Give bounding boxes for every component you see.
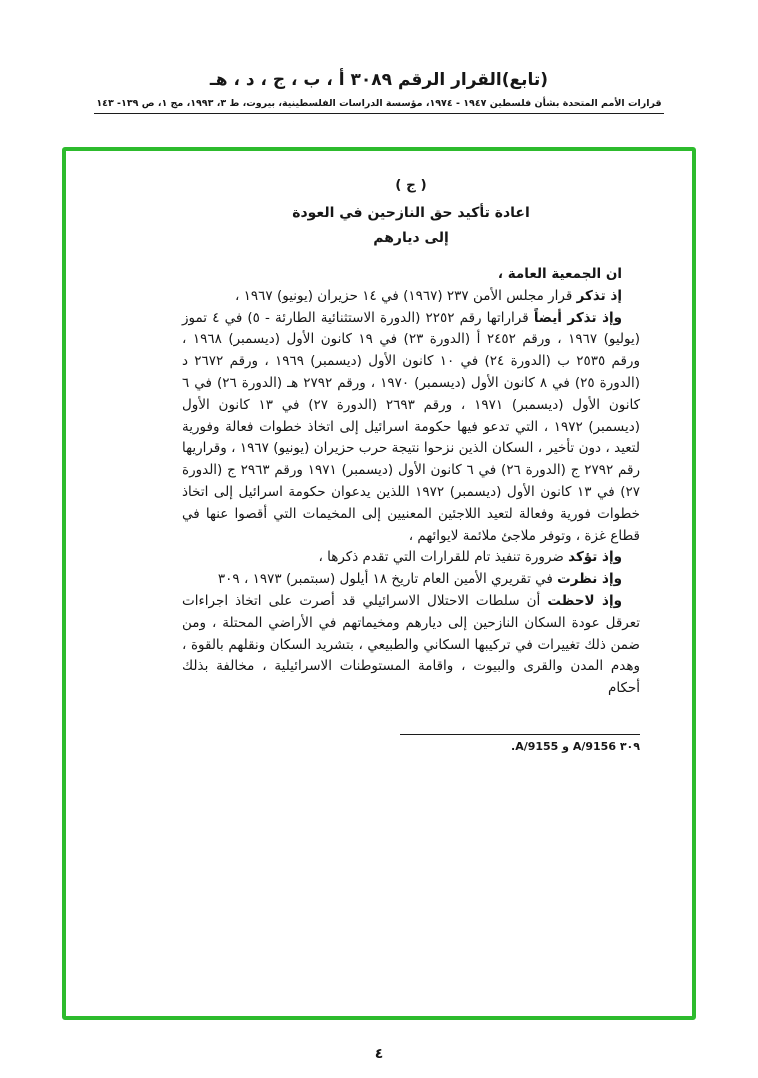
page-number: ٤: [374, 1046, 384, 1062]
paragraph-lead: وإذ تؤكد: [568, 549, 622, 566]
preamble-paragraph: [182, 569, 640, 591]
footnote-text: ٣٠٩ A/9156 و A/9155.: [511, 739, 640, 753]
header-divider: [94, 113, 664, 114]
citation-line: قرارات الأمم المتحدة بشأن فلسطين ١٩٤٧ - ١٩٧٤، مؤسسة الدراسات الفلسطينية، بيروت، ط ٣، ١٩٩٣، مج ١، ص ١٣٩- ١٤٣: [96, 98, 662, 109]
preamble-paragraph: [182, 547, 640, 569]
paragraph-text: قرار مجلس الأمن ٢٣٧ (١٩٦٧) في ١٤ حزيران (يونيو) ١٩٦٧ ،: [234, 287, 573, 304]
document-title-line-1: اعادة تأكيد حق النازحين في العودة: [292, 205, 530, 221]
paragraph-lead: إذ تذكر: [576, 287, 622, 304]
preamble-paragraph: [182, 591, 640, 700]
paragraph-text: قراراتها رقم ٢٢٥٢ (الدورة الاستثنائية الطارئة - ٥) في ٤ تموز (يوليو) ١٩٦٧ ، ورقم ٢٤٥٢ أ (الدورة ٢٣) في ١٩ كانون الأول (ديسمبر) ١٩٦٨ ، ورقم ٢٥٣٥ ب (الدورة ٢٤) في ١٠ كانون الأول (ديسمبر) ١٩٦٩ ، ورقم ٢٦٧٢ د (الدورة ٢٥) في ٨ كانون الأول (ديسمبر) ١٩٧٠ ، ورقم ٢٧٩٢ هـ (الدورة ٢٦) في ٦ كانون الأول (ديسمبر) ١٩٧١ ، ورقم ٢٦٩٣ (الدورة ٢٧) في ١٣ كانون الأول (ديسمبر) ١٩٧٢ ، التي تدعو فيها حكومة اسرائيل إلى اتخاذ خطوات فعالة وفورية لتعيد ، دون تأخير ، السكان الذين نزحوا نتيجة حرب حزيران (يونيو) ١٩٦٧ ، وقراريها رقم ٢٧٩٢ ج (الدورة ٢٦) في ٦ كانون الأول (ديسمبر) ١٩٧١ ورقم ٢٩٦٣ ج (الدورة ٢٧) في ١٣ كانون الأول (ديسمبر) ١٩٧٢ اللذين يدعوان حكومة اسرائيل إلى اتخاذ خطوات فورية وفعالة لتعيد اللاجئين المعنيين إلى المخيمات التي أقصوا عنها في قطاع غزة ، وتوفر ملاجئ ملائمة لايوائهم ،: [182, 309, 641, 544]
footnote-block: [400, 734, 640, 753]
paragraph-lead: وإذ نظرت: [557, 571, 622, 588]
preamble-paragraph: [182, 308, 640, 548]
document-frame: [62, 147, 696, 1020]
preamble-opening: ان الجمعية العامة ،: [497, 266, 622, 282]
paragraph-text: في تقريري الأمين العام تاريخ ١٨ أيلول (سبتمبر) ١٩٧٣ ، ٣٠٩: [217, 571, 553, 588]
paragraph-lead: وإذ تذكر أيضاً: [533, 309, 623, 326]
paragraph-text: ضرورة تنفيذ تام للقرارات التي تقدم ذكرها ،: [318, 549, 564, 566]
paragraph-lead: وإذ لاحظت: [547, 592, 623, 609]
document-title-line-2: إلى ديارهم: [373, 229, 449, 246]
section-letter: ( ج ): [395, 177, 427, 193]
preamble-paragraph: [182, 286, 640, 308]
paragraph-text: أن سلطات الاحتلال الاسرائيلي قد أصرت على اتخاذ اجراءات تعرقل عودة السكان النازحين إلى ديارهم ومخيماتهم في الأراضي المحتلة ، ومن ضمن ذلك تغييرات في تركيبها السكاني والطبيعي ، بتشريد السكان ونقلهم بالقوة ، وهدم المدن والقرى والبيوت ، واقامة المستوطنات الاسرائيلية ، مخالفة بذلك أحكام: [182, 592, 640, 697]
document-header-title: (تابع)القرار الرقم ٣٠٨٩ أ ، ب ، ج ، د ، هـ: [209, 70, 549, 90]
page-header: [0, 0, 758, 114]
